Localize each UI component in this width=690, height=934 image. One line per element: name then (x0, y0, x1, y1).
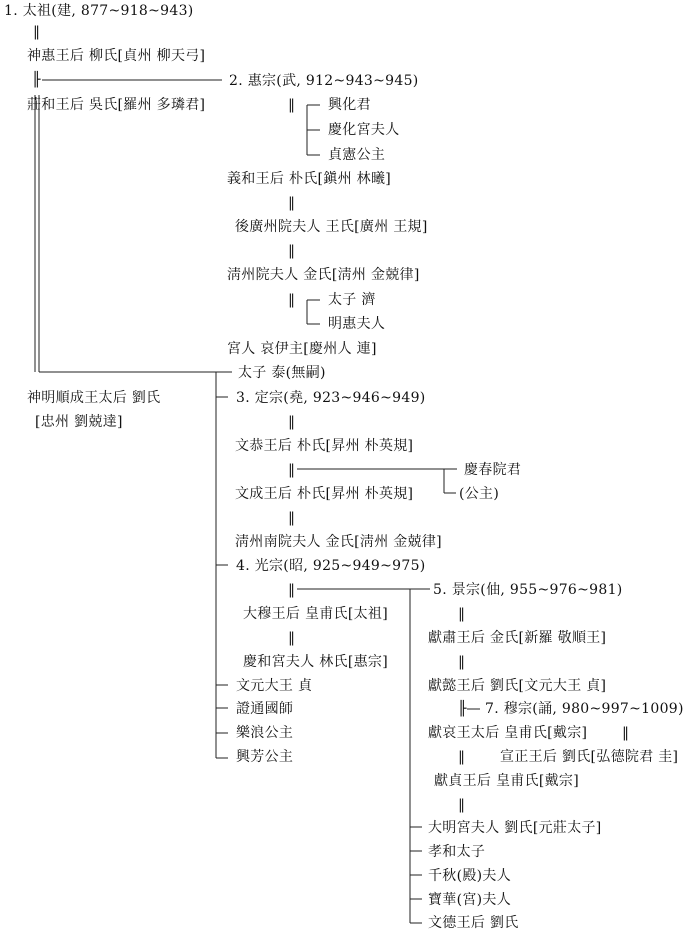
marriage-mark: ‖ (33, 24, 41, 40)
node-gyeonghwagung: 慶和宮夫人 林氏[惠宗] (243, 654, 388, 670)
node-jeungtong: 證通國師 (236, 701, 294, 717)
node-mundeok: 文德王后 劉氏 (428, 915, 519, 931)
node-uihwa: 義和王后 朴氏[鎭州 林曦] (227, 171, 392, 187)
marriage-mark: ‖ (458, 797, 466, 813)
node-gyeonghwa: 慶化宮夫人 (328, 122, 400, 138)
node-daemok: 大穆王后 皇甫氏[太祖] (243, 606, 388, 622)
marriage-mark: ╟ (32, 72, 41, 88)
node-munwon: 文元大王 貞 (236, 678, 313, 694)
node-jeongjong: 3. 定宗(堯, 923~946~949) (236, 390, 426, 406)
marriage-mark: ‖ (288, 462, 296, 478)
marriage-mark: ‖ (288, 510, 296, 526)
marriage-mark: ‖ (288, 630, 296, 646)
node-hyejong: 2. 惠宗(武, 912~943~945) (229, 73, 419, 89)
node-seonjeong: 宣正王后 劉氏[弘德院君 圭] (500, 749, 679, 765)
marriage-mark: ‖ (622, 725, 630, 741)
marriage-mark: ‖ (288, 97, 296, 113)
marriage-mark: ‖ (458, 749, 466, 765)
node-munseong: 文成王后 朴氏[昇州 朴英規] (235, 486, 414, 502)
marriage-mark: ╟ (458, 701, 467, 717)
node-heunghwa: 興化君 (328, 97, 371, 113)
node-taeja-tae: 太子 泰(無嗣) (238, 365, 326, 381)
marriage-mark: ‖ (288, 414, 296, 430)
node-heungbang: 興芳公主 (236, 749, 294, 765)
node-heonae: 獻哀王太后 皇甫氏[戴宗] (428, 725, 588, 741)
node-sinmyeong: 神明順成王太后 劉氏 (27, 390, 161, 406)
marriage-mark: ‖ (288, 243, 296, 259)
node-janghwa: 莊和王后 吳氏[羅州 多璘君] (27, 97, 206, 113)
node-hugwangju: 後廣州院夫人 王氏[廣州 王規] (235, 219, 428, 235)
node-hyohwa: 孝和太子 (428, 844, 486, 860)
node-jeongheon: 貞憲公主 (328, 147, 386, 163)
node-cheongju: 淸州院夫人 金氏[淸州 金兢律] (227, 267, 420, 283)
node-heonsuk: 獻肅王后 金氏[新羅 敬順王] (428, 630, 607, 646)
node-taeja-je: 太子 濟 (328, 292, 376, 308)
node-nangnang: 樂浪公主 (236, 725, 294, 741)
node-gongju: (公主) (459, 486, 500, 502)
marriage-mark: ‖ (288, 195, 296, 211)
marriage-mark: ‖ (458, 654, 466, 670)
marriage-mark: ‖ (458, 606, 466, 622)
node-mokjong: 7. 穆宗(誦, 980~997~1009) (485, 701, 684, 717)
node-daemyeong: 大明宮夫人 劉氏[元莊太子] (428, 820, 602, 836)
node-gyeongchun: 慶春院君 (464, 462, 522, 478)
node-heonui: 獻懿王后 劉氏[文元大王 貞] (428, 678, 607, 694)
node-mungong: 文恭王后 朴氏[昇州 朴英規] (235, 438, 414, 454)
node-heonjeong: 獻貞王后 皇甫氏[戴宗] (434, 773, 579, 789)
node-gwangjong: 4. 光宗(昭, 925~949~975) (236, 558, 426, 574)
marriage-mark: ‖ (288, 582, 296, 598)
node-gungin: 宮人 哀伊主[慶州人 連] (227, 341, 377, 357)
marriage-mark: ‖ (288, 292, 296, 308)
node-gyeongjong: 5. 景宗(伷, 955~976~981) (433, 582, 623, 598)
node-sinmyeong-origin: [忠州 劉兢達] (35, 414, 123, 430)
node-sinhye: 神惠王后 柳氏[貞州 柳天弓] (27, 48, 206, 64)
node-bohwa: 寶華(宮)夫人 (428, 892, 512, 908)
node-taejo: 1. 太祖(建, 877~918~943) (4, 3, 194, 19)
node-cheonchu: 千秋(殿)夫人 (428, 868, 512, 884)
node-cheongjunam: 淸州南院夫人 金氏[淸州 金兢律] (235, 534, 442, 550)
node-myeonghye: 明惠夫人 (328, 316, 386, 332)
